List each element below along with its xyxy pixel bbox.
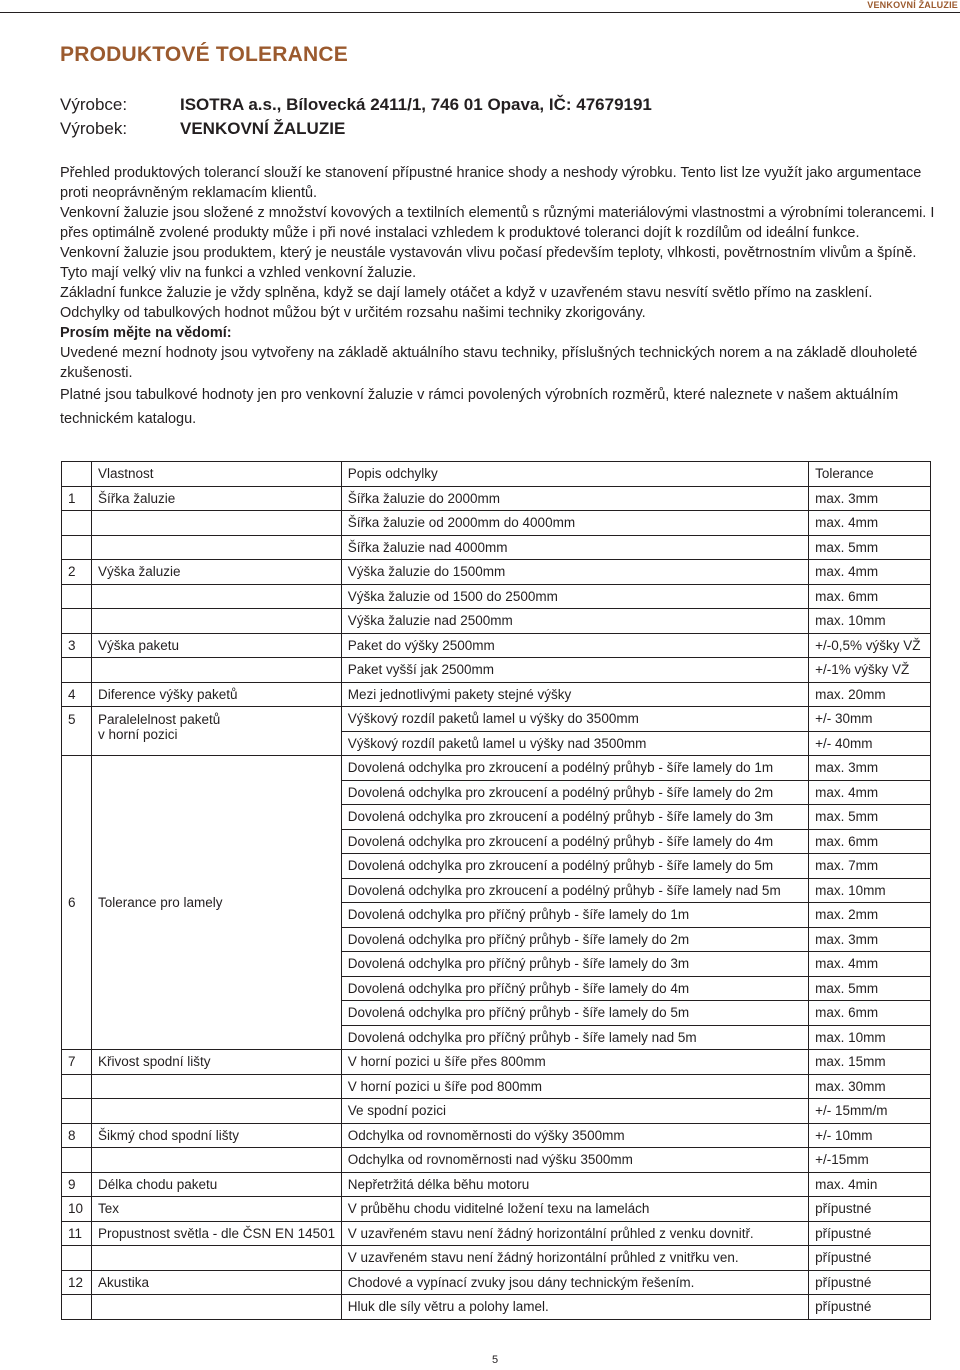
row-property <box>91 707 341 756</box>
row-number <box>62 609 92 634</box>
row-description: Dovolená odchylka pro zkroucení a podélný průhyb - šíře lamely do 3m <box>341 805 808 830</box>
row-property: Akustika <box>91 1270 341 1295</box>
row-number <box>62 584 92 609</box>
row-description: Šířka žaluzie do 2000mm <box>341 486 808 511</box>
row-description: V horní pozici u šíře přes 800mm <box>341 1050 808 1075</box>
notice-heading: Prosím mějte na vědomí: <box>60 325 232 341</box>
table-row <box>62 1221 931 1246</box>
table-row <box>62 511 931 536</box>
table-row <box>62 707 931 732</box>
row-tolerance: max. 6mm <box>809 584 931 609</box>
row-number: 3 <box>62 633 92 658</box>
row-description: Dovolená odchylka pro příčný průhyb - šíře lamely do 1m <box>341 903 808 928</box>
row-description: V uzavřeném stavu není žádný horizontální průhled z vnitřku ven. <box>341 1246 808 1271</box>
row-property-line: v horní pozici <box>97 727 178 742</box>
row-tolerance: max. 10mm <box>809 878 931 903</box>
row-description: Dovolená odchylka pro zkroucení a podélný průhyb - šíře lamely nad 5m <box>341 878 808 903</box>
row-number: 6 <box>62 756 92 1050</box>
row-number <box>62 1074 92 1099</box>
row-tolerance: +/- 15mm/m <box>809 1099 931 1124</box>
table-row <box>62 756 931 781</box>
page-number: 5 <box>491 1354 499 1366</box>
row-description: Dovolená odchylka pro příčný průhyb - šíře lamely do 2m <box>341 927 808 952</box>
product-info <box>60 93 652 141</box>
row-property <box>91 511 341 536</box>
row-property <box>91 584 341 609</box>
table-row <box>62 535 931 560</box>
row-description: Dovolená odchylka pro příčný průhyb - šíře lamely do 3m <box>341 952 808 977</box>
table-row <box>62 1246 931 1271</box>
table-header-row <box>62 462 931 487</box>
intro-paragraph: Platné jsou tabulkové hodnoty jen pro venkovní žaluzie v rámci povolených výrobních rozměrů, které naleznete v našem aktuálním technickém katalogu. <box>60 387 899 427</box>
header-cell-tolerance: Tolerance <box>809 462 931 487</box>
row-description: Dovolená odchylka pro zkroucení a podélný průhyb - šíře lamely do 5m <box>341 854 808 879</box>
row-tolerance: +/-0,5% výšky VŽ <box>809 633 931 658</box>
table-row <box>62 609 931 634</box>
intro-paragraph: Venkovní žaluzie jsou složené z množství kovových a textilních elementů s různými materiálovými vlastnostmi a výrobními tolerancemi. I přes optimálně zvolené produkty může i při nové instalaci vzhledem k produktové toleranci dojít k rozdílům od ideální funkce. <box>60 205 935 241</box>
row-property: Tolerance pro lamely <box>91 756 341 1050</box>
row-tolerance: max. 10mm <box>809 609 931 634</box>
row-number <box>62 1099 92 1124</box>
row-tolerance: přípustné <box>809 1270 931 1295</box>
page-title: PRODUKTOVÉ TOLERANCE <box>60 43 348 66</box>
row-description: Výška žaluzie do 1500mm <box>341 560 808 585</box>
section-label: VENKOVNÍ ŽALUZIE <box>867 0 958 10</box>
intro-paragraph: Venkovní žaluzie jsou produktem, který je neustále vystavován vlivu počasí především teploty, vlhkosti, povětrnostním vlivům a špíně. Tyto mají velký vliv na funkci a vzhled venkovní žaluzie. <box>60 245 917 281</box>
row-number <box>62 707 92 756</box>
row-tolerance: max. 4min <box>809 1172 931 1197</box>
row-tolerance: max. 6mm <box>809 829 931 854</box>
row-description: Mezi jednotlivými pakety stejné výšky <box>341 682 808 707</box>
row-tolerance: max. 10mm <box>809 1025 931 1050</box>
table-row <box>62 633 931 658</box>
table-row <box>62 1270 931 1295</box>
row-number-text: 5 <box>68 712 76 727</box>
intro-paragraph: Uvedené mezní hodnoty jsou vytvořeny na základě aktuálního stavu techniky, příslušných technických norem a na základě dlouholeté zkušenosti. <box>60 345 918 381</box>
row-description: Ve spodní pozici <box>341 1099 808 1124</box>
row-tolerance: +/-15mm <box>809 1148 931 1173</box>
row-description: Paket do výšky 2500mm <box>341 633 808 658</box>
intro-paragraph: Základní funkce žaluzie je vždy splněna, když se dají lamely otáčet a když v uzavřeném stavu nesvítí světlo přímo na zasklení. <box>60 285 873 301</box>
row-property <box>91 1148 341 1173</box>
row-description: Dovolená odchylka pro zkroucení a podélný průhyb - šíře lamely do 1m <box>341 756 808 781</box>
manufacturer-value: ISOTRA a.s., Bílovecká 2411/1, 746 01 Opava, IČ: 47679191 <box>180 95 652 114</box>
table-row <box>62 682 931 707</box>
product-label: Výrobek: <box>60 119 128 138</box>
intro-text <box>60 163 936 431</box>
row-description: Dovolená odchylka pro zkroucení a podélný průhyb - šíře lamely do 4m <box>341 829 808 854</box>
row-tolerance: +/-1% výšky VŽ <box>809 658 931 683</box>
row-description: Dovolená odchylka pro zkroucení a podélný průhyb - šíře lamely do 2m <box>341 780 808 805</box>
row-property <box>91 1246 341 1271</box>
manufacturer-row <box>60 93 652 117</box>
row-description: Odchylka od rovnoměrnosti nad výšku 3500mm <box>341 1148 808 1173</box>
row-property: Výška paketu <box>91 633 341 658</box>
row-tolerance: max. 3mm <box>809 927 931 952</box>
row-number: 11 <box>62 1221 92 1246</box>
row-description: Výška žaluzie nad 2500mm <box>341 609 808 634</box>
row-tolerance: max. 6mm <box>809 1001 931 1026</box>
header-rule <box>0 12 960 13</box>
row-property <box>91 658 341 683</box>
row-description: Nepřetržitá délka běhu motoru <box>341 1172 808 1197</box>
row-tolerance: max. 4mm <box>809 780 931 805</box>
intro-paragraph: Odchylky od tabulkových hodnot můžou být v určitém rozsahu našimi techniky zkorigovány. <box>60 305 646 321</box>
row-number <box>62 658 92 683</box>
row-description: V průběhu chodu viditelné ložení texu na lamelách <box>341 1197 808 1222</box>
row-property: Délka chodu paketu <box>91 1172 341 1197</box>
row-description: Výškový rozdíl paketů lamel u výšky do 3500mm <box>341 707 808 732</box>
row-property <box>91 609 341 634</box>
row-property: Diference výšky paketů <box>91 682 341 707</box>
row-tolerance: max. 4mm <box>809 511 931 536</box>
row-tolerance: max. 2mm <box>809 903 931 928</box>
header-cell-property: Vlastnost <box>91 462 341 487</box>
row-property: Tex <box>91 1197 341 1222</box>
table-row <box>62 658 931 683</box>
row-tolerance: max. 30mm <box>809 1074 931 1099</box>
table-row <box>62 1295 931 1320</box>
row-number: 9 <box>62 1172 92 1197</box>
row-property <box>91 1099 341 1124</box>
row-property: Výška žaluzie <box>91 560 341 585</box>
row-description: Dovolená odchylka pro příčný průhyb - šíře lamely nad 5m <box>341 1025 808 1050</box>
row-tolerance: přípustné <box>809 1197 931 1222</box>
row-description: Paket vyšší jak 2500mm <box>341 658 808 683</box>
row-number: 10 <box>62 1197 92 1222</box>
table-row <box>62 1099 931 1124</box>
row-tolerance: max. 4mm <box>809 952 931 977</box>
intro-paragraph: Přehled produktových tolerancí slouží ke stanovení přípustné hranice shody a neshody výrobku. Tento list lze využít jako argumentace proti neoprávněným reklamacím klientů. <box>60 165 922 201</box>
row-description: V horní pozici u šíře pod 800mm <box>341 1074 808 1099</box>
row-number: 12 <box>62 1270 92 1295</box>
row-property <box>91 535 341 560</box>
header-cell-number <box>62 462 92 487</box>
row-number: 2 <box>62 560 92 585</box>
table-row <box>62 1050 931 1075</box>
row-property: Křivost spodní lišty <box>91 1050 341 1075</box>
header-cell-description: Popis odchylky <box>341 462 808 487</box>
row-tolerance: +/- 10mm <box>809 1123 931 1148</box>
tolerance-table <box>61 461 931 1320</box>
row-number: 7 <box>62 1050 92 1075</box>
row-tolerance: max. 3mm <box>809 486 931 511</box>
row-property: Propustnost světla - dle ČSN EN 14501 <box>91 1221 341 1246</box>
table-row <box>62 1197 931 1222</box>
row-tolerance: max. 4mm <box>809 560 931 585</box>
product-value: VENKOVNÍ ŽALUZIE <box>180 119 346 138</box>
row-number: 1 <box>62 486 92 511</box>
row-description: Dovolená odchylka pro příčný průhyb - šíře lamely do 5m <box>341 1001 808 1026</box>
table-row <box>62 486 931 511</box>
row-property: Šířka žaluzie <box>91 486 341 511</box>
row-number <box>62 511 92 536</box>
row-property-line: Paralelelnost paketů <box>97 712 221 727</box>
row-tolerance: max. 5mm <box>809 535 931 560</box>
manufacturer-label: Výrobce: <box>60 95 128 114</box>
row-tolerance: přípustné <box>809 1221 931 1246</box>
row-tolerance: max. 20mm <box>809 682 931 707</box>
table-row <box>62 1123 931 1148</box>
row-number <box>62 1295 92 1320</box>
row-property: Šikmý chod spodní lišty <box>91 1123 341 1148</box>
row-number: 4 <box>62 682 92 707</box>
row-tolerance: max. 3mm <box>809 756 931 781</box>
row-property <box>91 1074 341 1099</box>
row-tolerance: max. 15mm <box>809 1050 931 1075</box>
row-number: 8 <box>62 1123 92 1148</box>
row-description: Šířka žaluzie od 2000mm do 4000mm <box>341 511 808 536</box>
row-description: Výškový rozdíl paketů lamel u výšky nad 3500mm <box>341 731 808 756</box>
row-description: Výška žaluzie od 1500 do 2500mm <box>341 584 808 609</box>
row-tolerance: +/- 30mm <box>809 707 931 732</box>
row-property <box>91 1295 341 1320</box>
row-description: V uzavřeném stavu není žádný horizontální průhled z venku dovnitř. <box>341 1221 808 1246</box>
row-description: Hluk dle síly větru a polohy lamel. <box>341 1295 808 1320</box>
table-row <box>62 584 931 609</box>
row-tolerance: přípustné <box>809 1295 931 1320</box>
row-description: Dovolená odchylka pro příčný průhyb - šíře lamely do 4m <box>341 976 808 1001</box>
row-tolerance: max. 5mm <box>809 805 931 830</box>
row-description: Šířka žaluzie nad 4000mm <box>341 535 808 560</box>
row-tolerance: max. 7mm <box>809 854 931 879</box>
row-description: Chodové a vypínací zvuky jsou dány technickým řešením. <box>341 1270 808 1295</box>
table-row <box>62 1148 931 1173</box>
row-tolerance: max. 5mm <box>809 976 931 1001</box>
table-row <box>62 1074 931 1099</box>
row-number <box>62 535 92 560</box>
row-description: Odchylka od rovnoměrnosti do výšky 3500mm <box>341 1123 808 1148</box>
product-row <box>60 117 652 141</box>
table-row <box>62 560 931 585</box>
row-number <box>62 1148 92 1173</box>
row-number <box>62 1246 92 1271</box>
row-tolerance: +/- 40mm <box>809 731 931 756</box>
row-tolerance: přípustné <box>809 1246 931 1271</box>
table-row <box>62 1172 931 1197</box>
